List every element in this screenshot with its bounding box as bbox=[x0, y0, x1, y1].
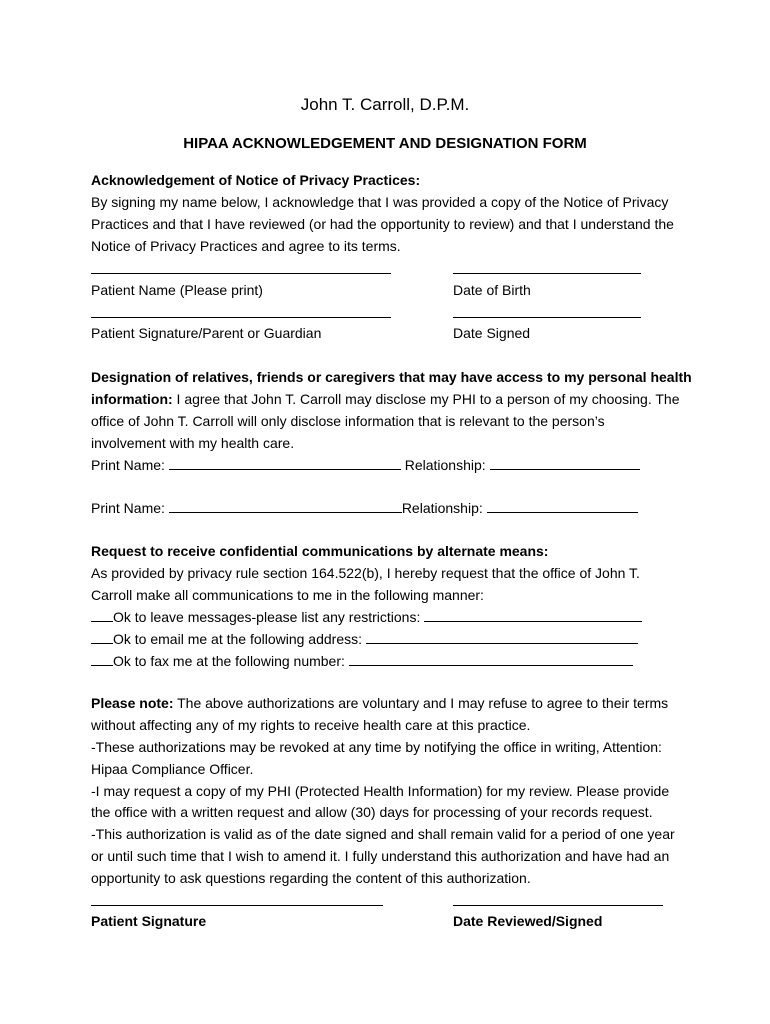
date-of-birth-field[interactable] bbox=[453, 273, 641, 274]
relationship-field[interactable] bbox=[490, 455, 640, 470]
note-text-line: -I may request a copy of my PHI (Protected Health Information) for my review. Please provide bbox=[91, 783, 670, 799]
patient-name-label: Patient Name (Please print) bbox=[91, 282, 263, 298]
designation-row-2 bbox=[91, 498, 638, 517]
option-label: Ok to leave messages-please list any restrictions: bbox=[113, 609, 425, 625]
option-check-field[interactable] bbox=[91, 607, 113, 622]
ack-heading: Acknowledgement of Notice of Privacy Practices: bbox=[91, 172, 421, 188]
note-text-line: Hipaa Compliance Officer. bbox=[91, 761, 254, 777]
ack-text-line: By signing my name below, I acknowledge that I was provided a copy of the Notice of Privacy bbox=[91, 194, 669, 210]
note-text-line: -These authorizations may be revoked at any time by notifying the office in writing, Attention: bbox=[91, 739, 662, 755]
print-name-field[interactable] bbox=[169, 498, 402, 513]
patient-signature-label: Patient Signature/Parent or Guardian bbox=[91, 325, 322, 341]
option-fax bbox=[91, 651, 633, 670]
date-reviewed-label: Date Reviewed/Signed bbox=[453, 913, 603, 929]
designation-text-line: involvement with my health care. bbox=[91, 435, 295, 451]
date-of-birth-label: Date of Birth bbox=[453, 282, 531, 298]
option-email bbox=[91, 629, 638, 648]
note-text-line: without affecting any of my rights to receive health care at this practice. bbox=[91, 717, 531, 733]
relationship-label: Relationship: bbox=[400, 457, 490, 473]
communications-text-line: As provided by privacy rule section 164.522(b), I hereby request that the office of John T. bbox=[91, 565, 640, 581]
restrictions-field[interactable] bbox=[424, 607, 642, 622]
date-reviewed-field[interactable] bbox=[453, 905, 663, 906]
designation-row-1 bbox=[91, 455, 640, 474]
patient-name-field[interactable] bbox=[91, 273, 391, 274]
note-text-line: the office with a written request and allow (30) days for processing of your records request. bbox=[91, 804, 653, 820]
date-signed-label: Date Signed bbox=[453, 325, 531, 341]
print-name-label: Print Name: bbox=[91, 457, 169, 473]
fax-number-field[interactable] bbox=[349, 651, 633, 666]
date-signed-field[interactable] bbox=[453, 317, 641, 318]
designation-line bbox=[91, 390, 680, 408]
note-label: Please note: bbox=[91, 695, 174, 711]
relationship-field[interactable] bbox=[487, 498, 638, 513]
note-text-line: or until such time that I wish to amend it. I fully understand this authorization and have had an bbox=[91, 848, 670, 864]
ack-text-line: Practices and that I have reviewed (or had the opportunity to review) and that I understand the bbox=[91, 216, 674, 232]
ack-text-line: Notice of Privacy Practices and agree to its terms. bbox=[91, 238, 401, 254]
patient-signature-footer-label: Patient Signature bbox=[91, 913, 207, 929]
note-text-line: opportunity to ask questions regarding the content of this authorization. bbox=[91, 870, 531, 886]
note-line bbox=[91, 694, 668, 712]
note-text-line: -This authorization is valid as of the date signed and shall remain valid for a period of one year bbox=[91, 826, 675, 842]
print-name-field[interactable] bbox=[169, 455, 401, 470]
designation-heading-cont: information: bbox=[91, 391, 173, 407]
option-check-field[interactable] bbox=[91, 651, 113, 666]
patient-signature-field[interactable] bbox=[91, 317, 391, 318]
form-title: HIPAA ACKNOWLEDGEMENT AND DESIGNATION FORM bbox=[183, 135, 587, 152]
print-name-label: Print Name: bbox=[91, 500, 169, 516]
note-text: The above authorizations are voluntary and I may refuse to agree to their terms bbox=[173, 695, 669, 711]
designation-text: I agree that John T. Carroll may disclose my PHI to a person of my choosing. The bbox=[172, 391, 680, 407]
option-label: Ok to email me at the following address: bbox=[113, 631, 366, 647]
practice-name: John T. Carroll, D.P.M. bbox=[300, 95, 470, 114]
designation-text-line: office of John T. Carroll will only disclose information that is relevant to the person’s bbox=[91, 413, 605, 429]
final-signature-field[interactable] bbox=[91, 905, 383, 906]
designation-heading: Designation of relatives, friends or caregivers that may have access to my personal health bbox=[91, 369, 692, 385]
communications-text-line: Carroll make all communications to me in the following manner: bbox=[91, 587, 484, 603]
email-address-field[interactable] bbox=[366, 629, 638, 644]
option-label: Ok to fax me at the following number: bbox=[113, 653, 349, 669]
communications-heading: Request to receive confidential communications by alternate means: bbox=[91, 543, 549, 559]
option-messages bbox=[91, 607, 642, 626]
option-check-field[interactable] bbox=[91, 629, 113, 644]
relationship-label: Relationship: bbox=[401, 500, 487, 516]
